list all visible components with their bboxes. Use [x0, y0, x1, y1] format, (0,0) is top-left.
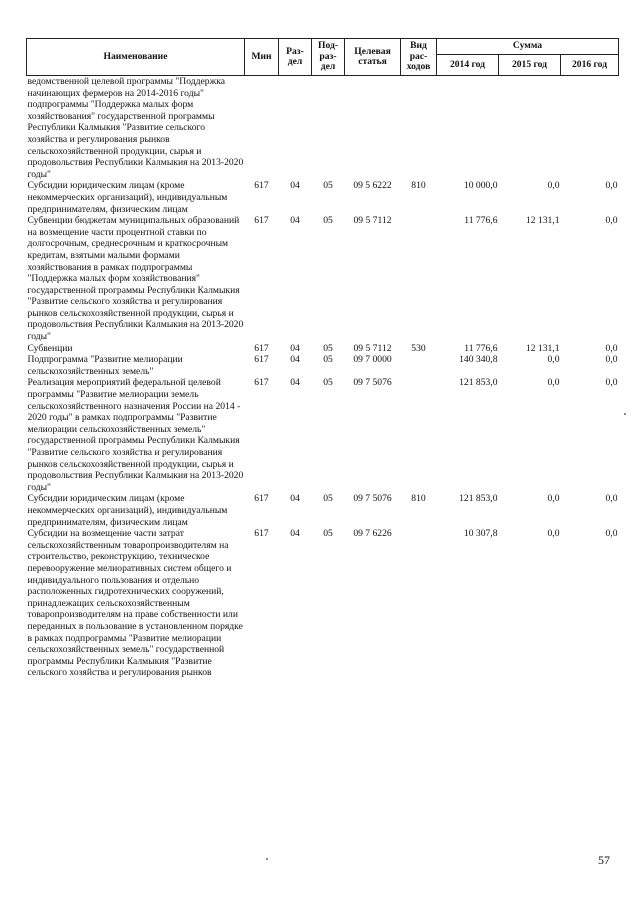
cell-sum-2016: 0,0 — [605, 342, 618, 354]
cell-sum-2015: 0,0 — [547, 354, 560, 366]
cell-sum-2016: 0,0 — [605, 377, 618, 389]
cell-min: 617 — [254, 342, 269, 354]
scan-speck — [624, 413, 626, 415]
table-row — [27, 528, 619, 679]
cell-sum-2016: 0,0 — [605, 180, 618, 192]
cell-sum-2014: 121 853,0 — [459, 377, 498, 389]
cell-sum-2015: 0,0 — [547, 493, 560, 505]
page-number: 57 — [598, 853, 610, 867]
table-row — [27, 354, 619, 377]
cell-razdel — [279, 76, 312, 181]
header-2014: 2014 год — [437, 55, 499, 76]
cell-sum-2015: 0,0 — [547, 377, 560, 389]
cell-vid-raskhodov: 810 — [411, 493, 426, 505]
table-row — [27, 180, 619, 215]
cell-min: 617 — [254, 180, 269, 192]
cell-tselevaya-statya: 09 5 7112 — [353, 342, 392, 354]
cell-tselevaya-statya — [345, 76, 401, 181]
cell-sum-2014: 10 307,8 — [463, 528, 498, 540]
cell-razdel: 04 — [290, 215, 300, 227]
header-2016: 2016 год — [561, 55, 619, 76]
table-row — [27, 215, 619, 343]
header-name: Наименование — [27, 39, 245, 76]
cell-podrazdel: 05 — [323, 493, 333, 505]
cell-sum-2014 — [437, 76, 499, 181]
table-row — [27, 343, 619, 355]
cell-vid-raskhodov — [401, 215, 437, 343]
cell-name: Субсидии юридическим лицам (кроме некоммерческих организаций), индивидуальным предпринимателям, физическим лицам — [27, 493, 228, 528]
table-row — [27, 377, 619, 493]
cell-sum-2015 — [499, 76, 561, 181]
cell-sum-2015: 0,0 — [547, 528, 560, 540]
cell-name: Субсидии на возмещение части затрат сельскохозяйственным товаропроизводителям на строительство, реконструкцию, техническое перевооружение мелиоративных систем общего и индивидуального пользования и отдельно расположенных гидротехнических сооружений, принадлежащих сельскохозяйственным товаропроизводителям на праве собственности или переданных в пользование в установленном порядке в рамках подпрограммы "Развитие мелиорации сельскохозяйственных земель" государственной программы Республики Калмыкия "Развитие сельского хозяйства и регулирования рынков — [27, 528, 243, 679]
header-podrazdel: Под- раз- дел — [312, 39, 345, 76]
cell-tselevaya-statya: 09 7 5076 — [353, 377, 392, 389]
scan-speck — [266, 858, 268, 860]
cell-razdel: 04 — [290, 180, 300, 192]
cell-vid-raskhodov: 810 — [411, 180, 426, 192]
cell-sum-2016: 0,0 — [605, 215, 618, 227]
cell-sum-2016: 0,0 — [605, 528, 618, 540]
cell-razdel: 04 — [290, 342, 300, 354]
cell-min: 617 — [254, 493, 269, 505]
cell-tselevaya-statya: 09 5 7112 — [353, 215, 392, 227]
cell-sum-2015: 12 131,1 — [525, 342, 560, 354]
cell-min: 617 — [254, 215, 269, 227]
table-row — [27, 76, 619, 181]
cell-razdel: 04 — [290, 528, 300, 540]
budget-table — [26, 38, 619, 679]
cell-name: Подпрограмма "Развитие мелиорации сельскохозяйственных земель" — [27, 354, 183, 377]
cell-sum-2014: 140 340,8 — [459, 354, 498, 366]
cell-min: 617 — [254, 377, 269, 389]
cell-name: Реализация мероприятий федеральной целевой программы "Развитие мелиорации земель сельскохозяйственного назначения России на 2014 - 2020 годы" в рамках подпрограммы "Развитие мелиорации сельскохозяйственных земель" государственной программы Республики Калмыкия "Развитие сельского хозяйства и регулирования рынков сельскохозяйственной продукции, сырья и продовольствия Республики Калмыкия на 2013-2020 годы" — [27, 377, 244, 493]
cell-sum-2015: 0,0 — [547, 180, 560, 192]
cell-sum-2014: 10 000,0 — [463, 180, 498, 192]
cell-podrazdel: 05 — [323, 377, 333, 389]
header-tselevaya-statya: Целевая статья — [345, 39, 401, 76]
cell-name: Субсидии юридическим лицам (кроме некоммерческих организаций), индивидуальным предпринимателям, физическим лицам — [27, 180, 228, 215]
table-row — [27, 493, 619, 528]
cell-sum-2015: 12 131,1 — [525, 215, 560, 227]
cell-sum-2014: 121 853,0 — [459, 493, 498, 505]
header-summa: Сумма — [437, 39, 619, 55]
header-vid-raskhodov: Вид рас- ходов — [401, 39, 437, 76]
cell-min — [245, 76, 279, 181]
cell-podrazdel — [312, 76, 345, 181]
cell-tselevaya-statya: 09 7 0000 — [353, 354, 392, 366]
cell-sum-2014: 11 776,6 — [464, 342, 498, 354]
cell-name: Субвенции — [27, 342, 73, 354]
cell-podrazdel: 05 — [323, 215, 333, 227]
cell-vid-raskhodov — [401, 354, 437, 377]
cell-sum-2016 — [561, 76, 619, 181]
cell-vid-raskhodov — [401, 76, 437, 181]
cell-name: Субвенции бюджетам муниципальных образований на возмещение части процентной ставки по долгосрочным, среднесрочным и краткосрочным кредитам, взятыми малыми формами хозяйствования в рамках подпрограммы "Поддержка малых форм хозяйствования" государственной программы Республики Калмыкия "Развитие сельского хозяйства и регулирования рынков сельскохозяйственной продукции, сырья и продовольствия Республики Калмыкия на 2013-2020 годы" — [27, 215, 244, 343]
cell-razdel: 04 — [290, 354, 300, 366]
cell-razdel: 04 — [290, 493, 300, 505]
cell-podrazdel: 05 — [323, 528, 333, 540]
cell-min: 617 — [254, 354, 269, 366]
cell-vid-raskhodov: 530 — [411, 342, 426, 354]
cell-sum-2016: 0,0 — [605, 493, 618, 505]
cell-sum-2014: 11 776,6 — [464, 215, 498, 227]
cell-podrazdel: 05 — [323, 354, 333, 366]
cell-tselevaya-statya: 09 7 6226 — [353, 528, 392, 540]
header-2015: 2015 год — [499, 55, 561, 76]
header-razdel: Раз- дел — [279, 39, 312, 76]
cell-vid-raskhodov — [401, 377, 437, 493]
cell-tselevaya-statya: 09 7 5076 — [353, 493, 392, 505]
cell-min: 617 — [254, 528, 269, 540]
cell-sum-2016: 0,0 — [605, 354, 618, 366]
cell-podrazdel: 05 — [323, 342, 333, 354]
cell-podrazdel: 05 — [323, 180, 333, 192]
cell-razdel: 04 — [290, 377, 300, 389]
cell-tselevaya-statya: 09 5 6222 — [353, 180, 392, 192]
header-min: Мин — [245, 39, 279, 76]
cell-vid-raskhodov — [401, 528, 437, 679]
cell-name: ведомственной целевой программы "Поддержка начинающих фермеров на 2014-2016 годы" подпрограммы "Поддержка малых форм хозяйствования" государственной программы Республики Калмыкия "Развитие сельского хозяйства и регулирования рынков сельскохозяйственной продукции, сырья и продовольствия Республики Калмыкия на 2013-2020 годы" — [27, 76, 244, 180]
